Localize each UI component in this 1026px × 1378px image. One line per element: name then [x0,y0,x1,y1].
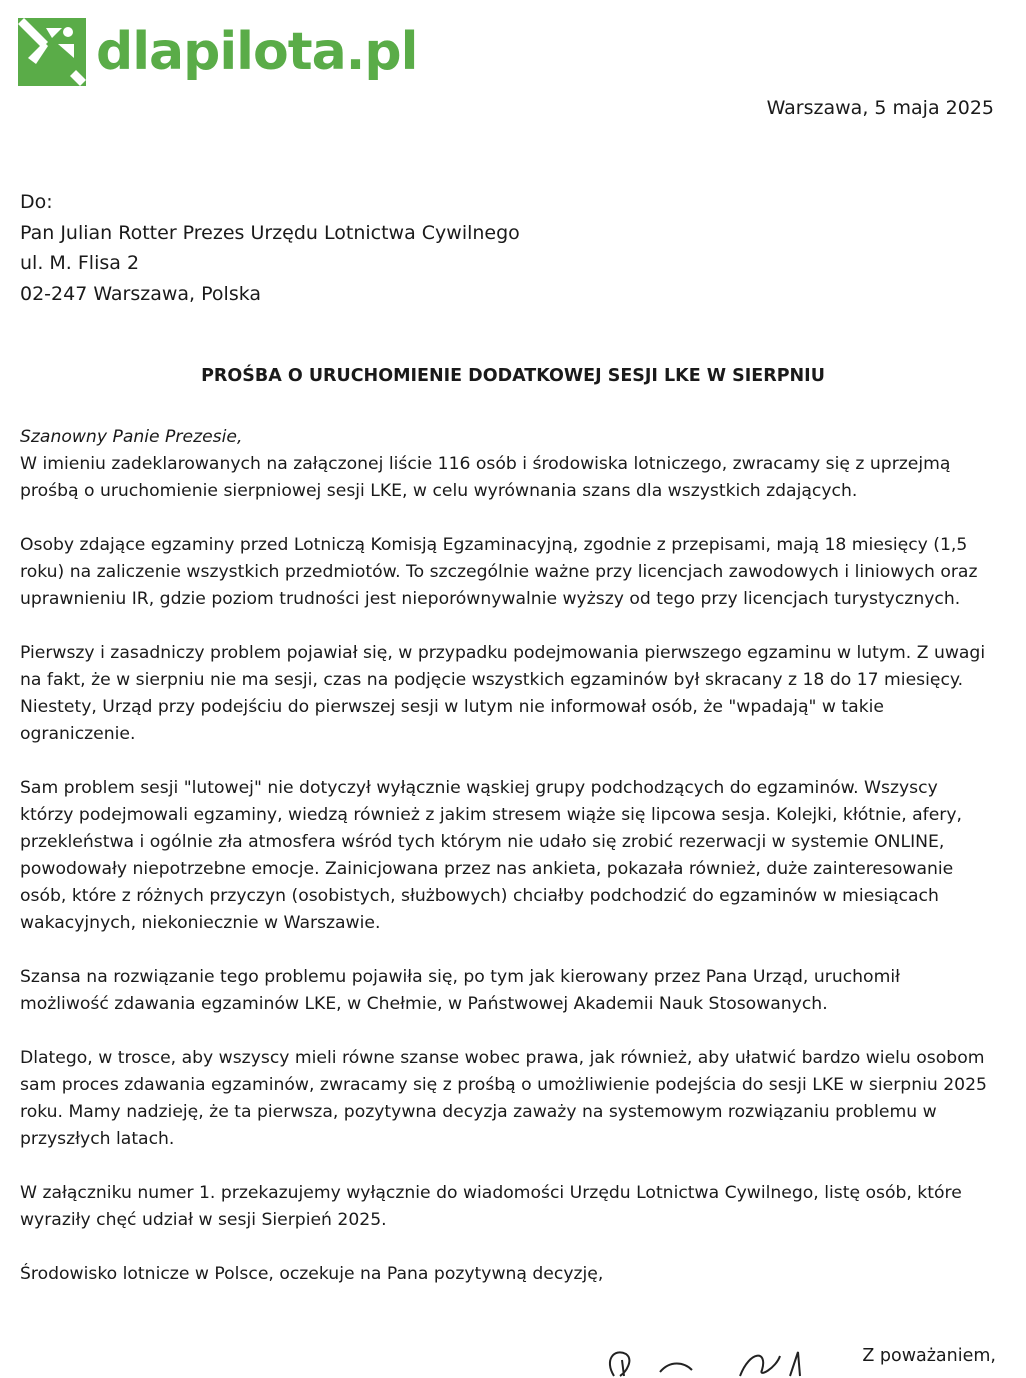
recipient-street: ul. M. Flisa 2 [20,252,140,274]
paragraph: Pierwszy i zasadniczy problem pojawiał się, w przypadku podejmowania pierwszego egzaminu w lutym. Z uwagi na fakt, że w sierpniu nie ma sesji, czas na podjęcie wszystkich egzaminów był skracany z 18 do 17 miesięcy. Niestety, Urząd przy podejściu do pierwszej sesji w lutym nie informował osób, że "wpadają" w takie ograniczenie. [20,643,986,744]
logo [18,18,417,86]
paragraph: Dlatego, w trosce, aby wszyscy mieli równe szanse wobec prawa, jak również, aby ułatwić bardzo wielu osobom sam proces zdawania egzaminów, zwracamy się z prośbą o umożliwienie podejścia do sesji LKE w sierpniu 2025 roku. Mamy nadzieję, że ta pierwsza, pozytywna decyzja zaważy na systemowym rozwiązaniu problemu w przyszłych latach. [20,1048,987,1149]
airplane-cross-logo-icon [18,18,86,86]
letter-date: Warszawa, 5 maja 2025 [766,97,994,119]
recipient-label: Do: [20,191,53,213]
paragraph: Osoby zdające egzaminy przed Lotniczą Komisją Egzaminacyjną, zgodnie z przepisami, mają 18 miesięcy (1,5 roku) na zaliczenie wszystkich przedmiotów. To szczególnie ważne przy licencjach zawodowych i liniowych oraz uprawnieniu IR, gdzie poziom trudności jest nieporównywalnie wyższy od tego przy licencjach turystycznych. [20,535,978,609]
salutation: Szanowny Panie Prezesie, [20,427,243,447]
recipient-block [20,187,520,309]
letter-body [20,424,992,1315]
handwritten-signature [600,1340,840,1378]
paragraph: W imieniu zadeklarowanych na załączonej liście 116 osób i środowiska lotniczego, zwracamy się z uprzejmą prośbą o uruchomienie sierpniowej sesji LKE, w celu wyrównania szans dla wszystkich zdających. [20,454,951,501]
logo-text: dlapilota.pl [96,22,418,82]
closing: Z poważaniem, [862,1346,996,1366]
recipient-name: Pan Julian Rotter Prezes Urzędu Lotnictwa Cywilnego [20,221,520,244]
paragraph: Środowisko lotnicze w Polsce, oczekuje na Pana pozytywną decyzję, [20,1264,604,1284]
letter-subject: PROŚBA O URUCHOMIENIE DODATKOWEJ SESJI LKE W SIERPNIU [201,366,825,386]
paragraph: W załączniku numer 1. przekazujemy wyłącznie do wiadomości Urzędu Lotnictwa Cywilnego, listę osób, które wyraziły chęć udział w sesji Sierpień 2025. [20,1183,962,1230]
paragraph: Sam problem sesji "lutowej" nie dotyczył wyłącznie wąskiej grupy podchodzących do egzaminów. Wszyscy którzy podejmowali egzaminy, wiedzą również z jakim stresem wiąże się lipcowa sesja. Kolejki, kłótnie, afery, przekleństwa i ogólnie zła atmosfera wśród tych którym nie udało się zrobić rezerwacji w systemie ONLINE, powodowały niepotrzebne emocje. Zainicjowana przez nas ankieta, pokazała również, duże zainteresowanie osób, które z różnych przyczyn (osobistych, służbowych) chciałby podchodzić do egzaminów w miesiącach wakacyjnych, niekoniecznie w Warszawie. [20,778,962,933]
recipient-city: 02-247 Warszawa, Polska [20,282,262,305]
paragraph: Szansa na rozwiązanie tego problemu pojawiła się, po tym jak kierowany przez Pana Urząd, uruchomił możliwość zdawania egzaminów LKE, w Chełmie, w Państwowej Akademii Nauk Stosowanych. [20,967,900,1014]
